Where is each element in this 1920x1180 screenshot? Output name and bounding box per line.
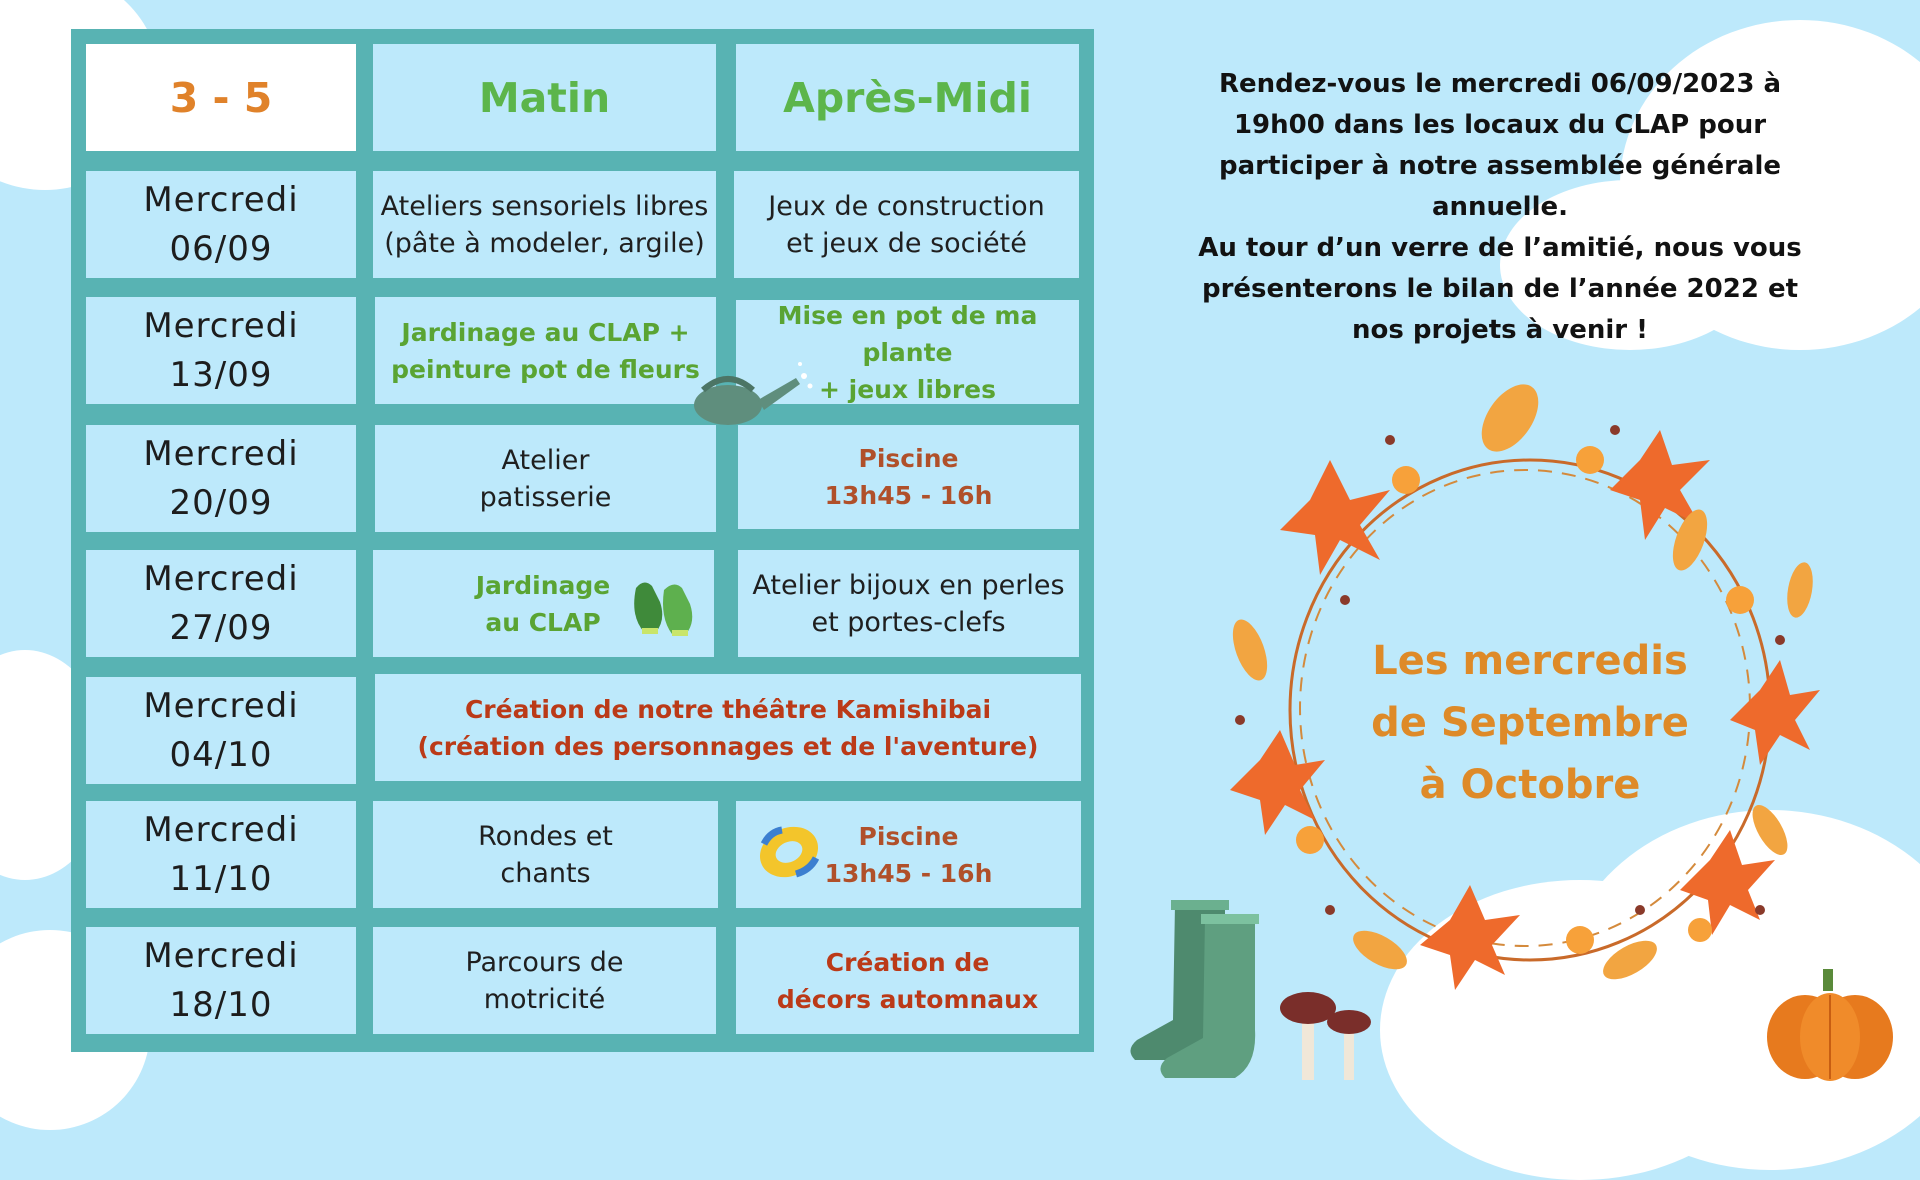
day-name: Mercredi (143, 935, 299, 976)
wreath-title (1330, 630, 1730, 816)
day-cell (86, 677, 356, 784)
activity-line: Rondes et (478, 820, 613, 852)
activity-line: patisserie (479, 481, 612, 513)
day-date: 11/10 (169, 858, 273, 899)
day-name: Mercredi (143, 558, 299, 599)
mushrooms-icon (1280, 980, 1380, 1080)
day-cell (86, 171, 356, 278)
wreath-title-line: Les mercredis (1372, 638, 1688, 684)
day-date: 27/09 (169, 607, 273, 648)
activity-line: au CLAP (485, 607, 601, 637)
activity-line: Atelier bijoux en perles (752, 569, 1065, 601)
day-name: Mercredi (143, 179, 299, 220)
wreath-title-line: de Septembre (1371, 700, 1689, 746)
day-name: Mercredi (143, 433, 299, 474)
day-name: Mercredi (143, 685, 299, 726)
announcement-line: annuelle. (1431, 192, 1569, 222)
announcement-line: participer à notre assemblée générale (1218, 151, 1782, 181)
activity-line: + jeux libres (818, 374, 996, 404)
activity-line: Piscine (858, 444, 959, 473)
afternoon-activity-cell (734, 171, 1079, 278)
morning-heading: Matin (478, 73, 611, 122)
morning-activity-cell (375, 297, 716, 404)
activity-line: Jardinage (475, 570, 611, 600)
day-date: 20/09 (169, 482, 273, 523)
activity-line: 13h45 - 16h (824, 481, 993, 510)
day-cell (86, 927, 356, 1034)
day-cell (86, 297, 356, 404)
swim-ring-icon (756, 822, 822, 882)
activity-line: et portes-clefs (811, 606, 1006, 638)
header-afternoon-cell (736, 44, 1079, 151)
wreath-title-line: à Octobre (1419, 762, 1641, 808)
morning-activity-cell (373, 171, 716, 278)
day-name: Mercredi (143, 305, 299, 346)
afternoon-activity-cell (738, 425, 1079, 529)
activity-line: Mise en pot de ma plante (777, 300, 1038, 367)
activity-line: et jeux de société (786, 227, 1027, 259)
day-cell (86, 425, 356, 532)
announcement-line: Au tour d’un verre de l’amitié, nous vous (1198, 233, 1802, 263)
morning-activity-cell (373, 801, 718, 908)
day-date: 06/09 (169, 228, 273, 269)
schedule-table (71, 29, 1094, 1052)
announcement-line: Rendez-vous le mercredi 06/09/2023 à (1218, 69, 1782, 99)
rain-boots-icon (1125, 900, 1275, 1080)
activity-line: Jardinage au CLAP + (401, 317, 690, 347)
announcement-text (1190, 64, 1810, 351)
header-morning-cell (373, 44, 716, 151)
day-cell (86, 801, 356, 908)
morning-activity-cell (373, 927, 716, 1034)
activity-line: Ateliers sensoriels libres (380, 190, 709, 222)
afternoon-activity-cell (738, 550, 1079, 657)
day-cell (86, 550, 356, 657)
day-date: 04/10 (169, 734, 273, 775)
activity-line: Parcours de (465, 946, 624, 978)
activity-line: Piscine (858, 821, 959, 851)
activity-line: Atelier (501, 444, 590, 476)
activity-line: chants (500, 857, 591, 889)
announcement-line: 19h00 dans les locaux du CLAP pour (1233, 110, 1767, 140)
activity-line: décors automnaux (776, 984, 1039, 1014)
activity-line: Création de notre théâtre Kamishibai (464, 694, 992, 724)
watering-can-icon (688, 360, 818, 430)
activity-line: 13h45 - 16h (824, 858, 993, 888)
full-day-activity-cell (375, 674, 1081, 781)
activity-line: motricité (483, 983, 606, 1015)
activity-line: Création de (825, 947, 990, 977)
morning-activity-cell (375, 425, 716, 532)
age-group-label: 3 - 5 (169, 73, 273, 122)
afternoon-activity-cell (736, 927, 1079, 1034)
announcement-line: présenterons le bilan de l’année 2022 et (1201, 274, 1799, 304)
day-date: 13/09 (169, 354, 273, 395)
activity-line: (création des personnages et de l'aventure) (417, 731, 1039, 761)
day-date: 18/10 (169, 984, 273, 1025)
announcement-line: nos projets à venir ! (1351, 315, 1649, 345)
afternoon-heading: Après-Midi (783, 73, 1032, 122)
pumpkin-icon (1765, 965, 1895, 1080)
day-name: Mercredi (143, 809, 299, 850)
activity-line: Jeux de construction (768, 190, 1045, 222)
activity-line: (pâte à modeler, argile) (384, 227, 705, 259)
header-age-group-cell (86, 44, 356, 151)
activity-line: peinture pot de fleurs (391, 354, 700, 384)
gardening-gloves-icon (626, 576, 706, 638)
